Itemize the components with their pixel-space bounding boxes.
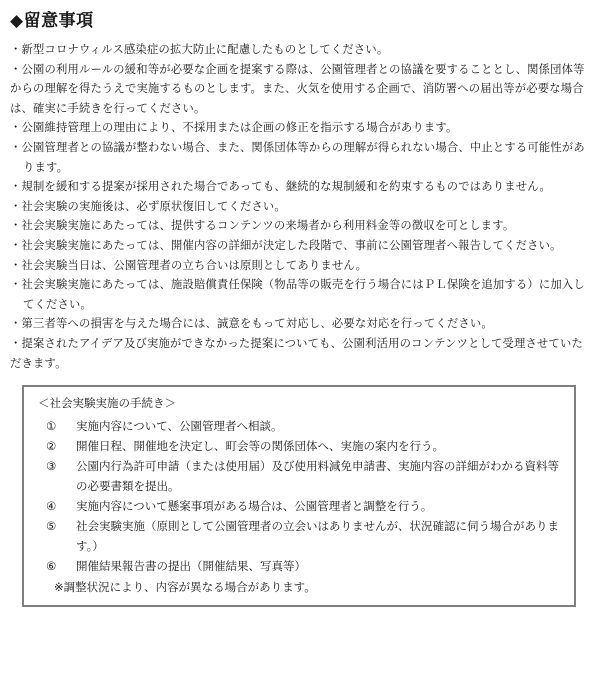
step-number: ⑤ bbox=[46, 519, 57, 534]
procedure-step bbox=[38, 456, 566, 496]
procedure-steps bbox=[38, 416, 566, 576]
procedure-step bbox=[38, 436, 566, 456]
procedure-heading: ＜社会実験実施の手続き＞ bbox=[38, 396, 176, 411]
note-item: ・第三者等への損害を与えた場合には、誠意をもって対応し、必要な対応を行ってください。 bbox=[10, 317, 493, 331]
note-item: ・社会実験の実施後は、必ず原状復旧してください。 bbox=[10, 199, 286, 213]
note-item: ・公園管理者との協議が整わない場合、また、関係団体等からの理解が得られない場合、中止とする可能性があります。 bbox=[10, 140, 585, 174]
step-text: 開催日程、開催地を決定し、町会等の関係団体へ、実施の案内を行う。 bbox=[76, 439, 444, 454]
step-number: ① bbox=[46, 419, 57, 434]
note-item: ・社会実験実施にあたっては、施設賠償責任保険（物品等の販売を行う場合にはＰＬ保険を追加する）に加入してください。 bbox=[10, 278, 585, 311]
note-item: ・社会実験当日は、公園管理者の立ち合いは原則としてありません。 bbox=[10, 258, 368, 272]
note-item: ・提案されたアイデア及び実施ができなかった提案についても、公園利活用のコンテンツとして受理させていただきます。 bbox=[10, 336, 584, 370]
note-item: ・公園維持管理上の理由により、不採用または企画の修正を指示する場合があります。 bbox=[10, 121, 458, 135]
note-item: ・社会実験実施にあたっては、提供するコンテンツの来場者から利用料金等の徴収を可とします。 bbox=[10, 219, 515, 233]
step-number: ④ bbox=[46, 499, 57, 514]
procedure-step bbox=[38, 516, 566, 556]
step-text: 実施内容について懸案事項がある場合は、公園管理者と調整を行う。 bbox=[76, 499, 433, 514]
procedure-step bbox=[38, 416, 566, 436]
step-text: 実施内容について、公園管理者へ相談。 bbox=[76, 419, 283, 434]
procedure-box bbox=[22, 385, 576, 607]
procedure-step bbox=[38, 556, 566, 576]
step-number: ⑥ bbox=[46, 559, 57, 574]
note-item: ・社会実験実施にあたっては、開催内容の詳細が決定した段階で、事前に公園管理者へ報告してください。 bbox=[10, 238, 562, 252]
step-number: ② bbox=[46, 439, 57, 454]
step-text: 社会実験実施（原則として公園管理者の立会いはありませんが、状況確認に伺う場合があります。） bbox=[76, 519, 559, 554]
procedure-note: ※調整状況により、内容が異なる場合があります。 bbox=[54, 580, 316, 595]
procedure-step bbox=[38, 496, 566, 516]
step-number: ③ bbox=[46, 459, 57, 474]
note-item: ・公園の利用ルールの緩和等が必要な企画を提案する際は、公園管理者との協議を要することとし、関係団体等からの理解を得たうえで実施するものとします。また、火気を使用する企画で、消防署への届出等が必要な場合は、確実に手続きを行ってください。 bbox=[10, 62, 585, 115]
step-text: 開催結果報告書の提出（開催結果、写真等） bbox=[76, 559, 306, 574]
note-item: ・新型コロナウィルス感染症の拡大防止に配慮したものとしてください。 bbox=[10, 43, 389, 56]
note-item: ・規制を緩和する提案が採用された場合であっても、継続的な規制緩和を約束するものではありません。 bbox=[10, 180, 551, 194]
step-text: 公園内行為許可申請（または使用届）及び使用料減免申請書、実施内容の詳細がわかる資料等の必要書類を提出。 bbox=[76, 459, 559, 494]
notes-list bbox=[10, 40, 586, 373]
section-title: ◆留意事項 bbox=[10, 11, 94, 31]
